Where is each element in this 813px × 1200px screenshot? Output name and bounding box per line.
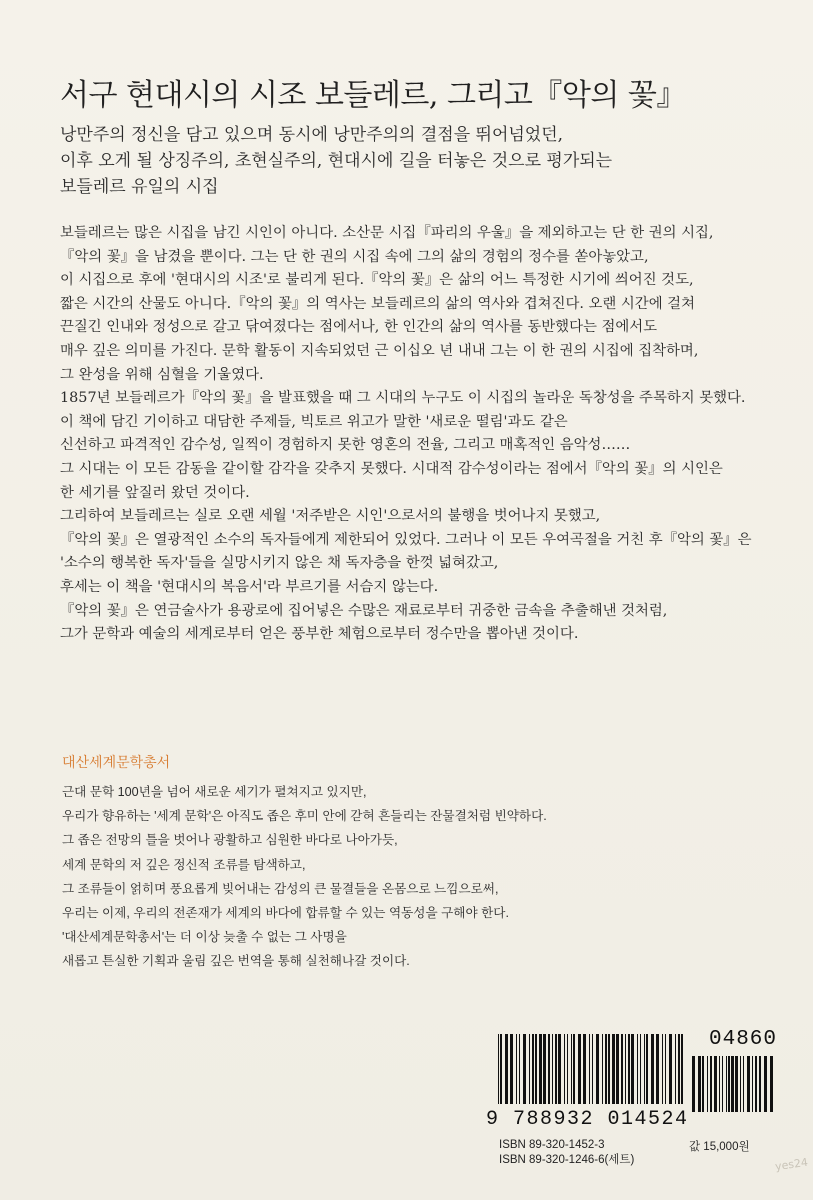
barcode-bar	[644, 1034, 645, 1104]
description-line: 1857년 보들레르가『악의 꽃』을 발표했을 때 그 시대의 누구도 이 시집의 놀라운 독창성을 주목하지 못했다.	[60, 390, 746, 407]
barcode-bar	[539, 1034, 542, 1104]
barcode-bar	[558, 1034, 561, 1104]
isbn-line: ISBN 89-320-1452-3	[499, 1139, 605, 1151]
barcode-bar	[592, 1034, 593, 1104]
barcode-bar	[675, 1034, 676, 1104]
book-description	[60, 222, 795, 647]
description-line: 『악의 꽃』은 열광적인 소수의 독자들에게 제한되어 있었다. 그러나 이 모든 우여곡절을 거친 후『악의 꽃』은	[60, 531, 752, 548]
barcode-bar	[669, 1034, 672, 1104]
barcode-bar	[605, 1034, 607, 1104]
barcode-bar	[552, 1034, 553, 1104]
barcode-addon-bar	[722, 1056, 723, 1112]
barcode-bar	[516, 1034, 517, 1104]
description-line: 그리하여 보들레르는 실로 오랜 세월 '저주받은 시인'으로서의 불행을 벗어나지 못했고,	[60, 508, 601, 525]
series-line: 우리가 향유하는 '세계 문학'은 아직도 좁은 후미 안에 갇혀 흔들리는 잔물결처럼 빈약하다.	[62, 809, 547, 824]
series-line: 그 좁은 전망의 틀을 벗어나 광활하고 심원한 바다로 나아가듯,	[62, 833, 398, 848]
barcode-bar	[505, 1034, 508, 1104]
barcode-addon-bar	[770, 1056, 773, 1112]
isbn-line: ISBN 89-320-1246-6(세트)	[499, 1154, 635, 1166]
series-line: 새롭고 튼실한 기획과 울림 깊은 번역을 통해 실천해나갈 것이다.	[62, 954, 410, 969]
barcode-addon-bar	[707, 1056, 708, 1112]
description-line: 이 책에 담긴 기이하고 대담한 주제들, 빅토르 위고가 말한 '새로운 떨림'과도 같은	[60, 413, 568, 430]
description-line: 신선하고 파격적인 감수성, 일찍이 경험하지 못한 영혼의 전율, 그리고 매혹적인 음악성……	[60, 437, 631, 454]
barcode-bar	[567, 1034, 568, 1104]
subtitle-line: 이후 오게 될 상징주의, 초현실주의, 현대시에 길을 터놓은 것으로 평가되는	[60, 151, 613, 171]
barcode-addon-bar	[719, 1056, 720, 1112]
isbn-block	[499, 1138, 634, 1168]
barcode-bar	[535, 1034, 537, 1104]
barcode-bar	[498, 1034, 499, 1104]
barcode-bar	[651, 1034, 654, 1104]
description-line: 후세는 이 책을 '현대시의 복음서'라 부르기를 서슴지 않는다.	[60, 578, 439, 595]
barcode-addon-bar	[735, 1056, 738, 1112]
description-line: 한 세기를 앞질러 왔던 것이다.	[60, 484, 250, 501]
barcode-bar	[612, 1034, 615, 1104]
description-line: 그 완성을 위해 심혈을 기울였다.	[60, 366, 264, 383]
barcode-addon-bar	[764, 1056, 767, 1112]
barcode-bar	[500, 1034, 502, 1104]
subtitle-line: 보들레르 유일의 시집	[60, 177, 219, 197]
description-line: 『악의 꽃』은 연금술사가 용광로에 집어넣은 수많은 재료로부터 귀중한 금속을 추출해낸 것처럼,	[60, 602, 668, 619]
barcode-bar	[628, 1034, 630, 1104]
barcode-bar	[608, 1034, 610, 1104]
description-line: '소수의 행복한 독자'들을 실망시키지 않은 채 독자층을 한껏 넓혀갔고,	[60, 555, 499, 572]
barcode-bar	[631, 1034, 634, 1104]
barcode-addon-bar	[728, 1056, 730, 1112]
barcode-bar	[665, 1034, 666, 1104]
barcode-addon-bar	[752, 1056, 753, 1112]
barcode-addon-bar	[710, 1056, 712, 1112]
barcode-bar	[625, 1034, 626, 1104]
series-line: 세계 문학의 저 깊은 정신적 조류를 탐색하고,	[62, 857, 306, 872]
barcode-addon-bar	[740, 1056, 741, 1112]
description-line: 매우 깊은 의미를 가진다. 문학 활동이 지속되었던 근 이십오 년 내내 그는 이 한 권의 시집에 집착하며,	[60, 342, 699, 359]
series-statement	[62, 780, 762, 974]
barcode-bar	[681, 1034, 683, 1104]
barcode-bar	[646, 1034, 648, 1104]
cover-headline: 서구 현대시의 시조 보들레르, 그리고『악의 꽃』	[60, 78, 686, 113]
barcode-bar	[578, 1034, 581, 1104]
barcode-bar	[571, 1034, 572, 1104]
barcode-bar	[543, 1034, 546, 1104]
subtitle-line: 낭만주의 정신을 담고 있으며 동시에 낭만주의의 결점을 뛰어넘었던,	[60, 125, 564, 145]
barcode-addon-bar	[755, 1056, 757, 1112]
barcode-bar	[637, 1034, 638, 1104]
barcode-bar	[656, 1034, 659, 1104]
price-label: 값 15,000원	[689, 1141, 750, 1153]
barcode-addon-bar	[698, 1056, 701, 1112]
barcode-bar	[555, 1034, 557, 1104]
description-line: 이 시집으로 후에 '현대시의 시조'로 불리게 된다.『악의 꽃』은 삶의 어느 특정한 시기에 씌어진 것도,	[60, 272, 694, 289]
barcode-addon-bar	[759, 1056, 761, 1112]
description-line: 그가 문학과 예술의 세계로부터 얻은 풍부한 체험으로부터 정수만을 뽑아낸 것이다.	[60, 626, 579, 643]
barcode-addon-bar	[726, 1056, 727, 1112]
barcode-bar	[640, 1034, 641, 1104]
description-line: 끈질긴 인내와 정성으로 갈고 닦여졌다는 점에서나, 한 인간의 삶의 역사를 동반했다는 점에서도	[60, 319, 658, 336]
barcode-addon-bar	[692, 1056, 695, 1112]
barcode-bar	[662, 1034, 663, 1104]
barcode-bar	[532, 1034, 534, 1104]
cover-subtitle	[60, 122, 760, 200]
series-heading: 대산세계문학총서	[62, 754, 171, 770]
barcode-bar	[548, 1034, 550, 1104]
series-line: 우리는 이제, 우리의 전존재가 세계의 바다에 합류할 수 있는 역동성을 구해야 한다.	[62, 906, 509, 921]
barcode-addon-bar	[714, 1056, 717, 1112]
barcode-addon-number: 04860	[708, 1028, 777, 1051]
barcode-addon-bar	[702, 1056, 704, 1112]
series-line: '대산세계문학총서'는 더 이상 늦출 수 없는 그 사명을	[62, 930, 347, 945]
site-watermark: yes24	[774, 1155, 809, 1174]
barcode-bar	[573, 1034, 575, 1104]
barcode-bars	[484, 1034, 777, 1112]
barcode-bar	[583, 1034, 586, 1104]
barcode	[484, 1028, 777, 1132]
barcode-bar	[602, 1034, 603, 1104]
barcode-addon-bar	[747, 1056, 750, 1112]
barcode-bar	[589, 1034, 590, 1104]
barcode-bar	[596, 1034, 599, 1104]
series-line: 그 조류들이 얽히며 풍요롭게 빚어내는 감성의 큰 물결들을 온몸으로 느낌으로써,	[62, 881, 499, 896]
description-line: 『악의 꽃』을 남겼을 뿐이다. 그는 단 한 권의 시집 속에 그의 삶의 경험의 정수를 쏟아놓았고,	[60, 248, 649, 265]
barcode-bar	[564, 1034, 565, 1104]
barcode-bar	[616, 1034, 619, 1104]
barcode-addon-bar	[731, 1056, 734, 1112]
series-line: 근대 문학 100년을 넘어 새로운 세기가 펼쳐지고 있지만,	[62, 785, 367, 799]
barcode-bar	[621, 1034, 623, 1104]
barcode-bar	[529, 1034, 530, 1104]
barcode-bar	[519, 1034, 520, 1104]
description-line: 짧은 시간의 산물도 아니다.『악의 꽃』의 역사는 보들레르의 삶의 역사와 겹쳐진다. 오랜 시간에 걸쳐	[60, 295, 695, 312]
barcode-bar	[523, 1034, 526, 1104]
description-line: 그 시대는 이 모든 감동을 같이할 감각을 갖추지 못했다. 시대적 감수성이라는 점에서『악의 꽃』의 시인은	[60, 460, 723, 477]
description-line: 보들레르는 많은 시집을 남긴 시인이 아니다. 소산문 시집『파리의 우울』을 제외하고는 단 한 권의 시집,	[60, 225, 714, 241]
barcode-bar	[678, 1034, 680, 1104]
barcode-addon-bar	[743, 1056, 744, 1112]
barcode-bar	[510, 1034, 513, 1104]
barcode-number: 9 788932 014524	[486, 1108, 689, 1131]
